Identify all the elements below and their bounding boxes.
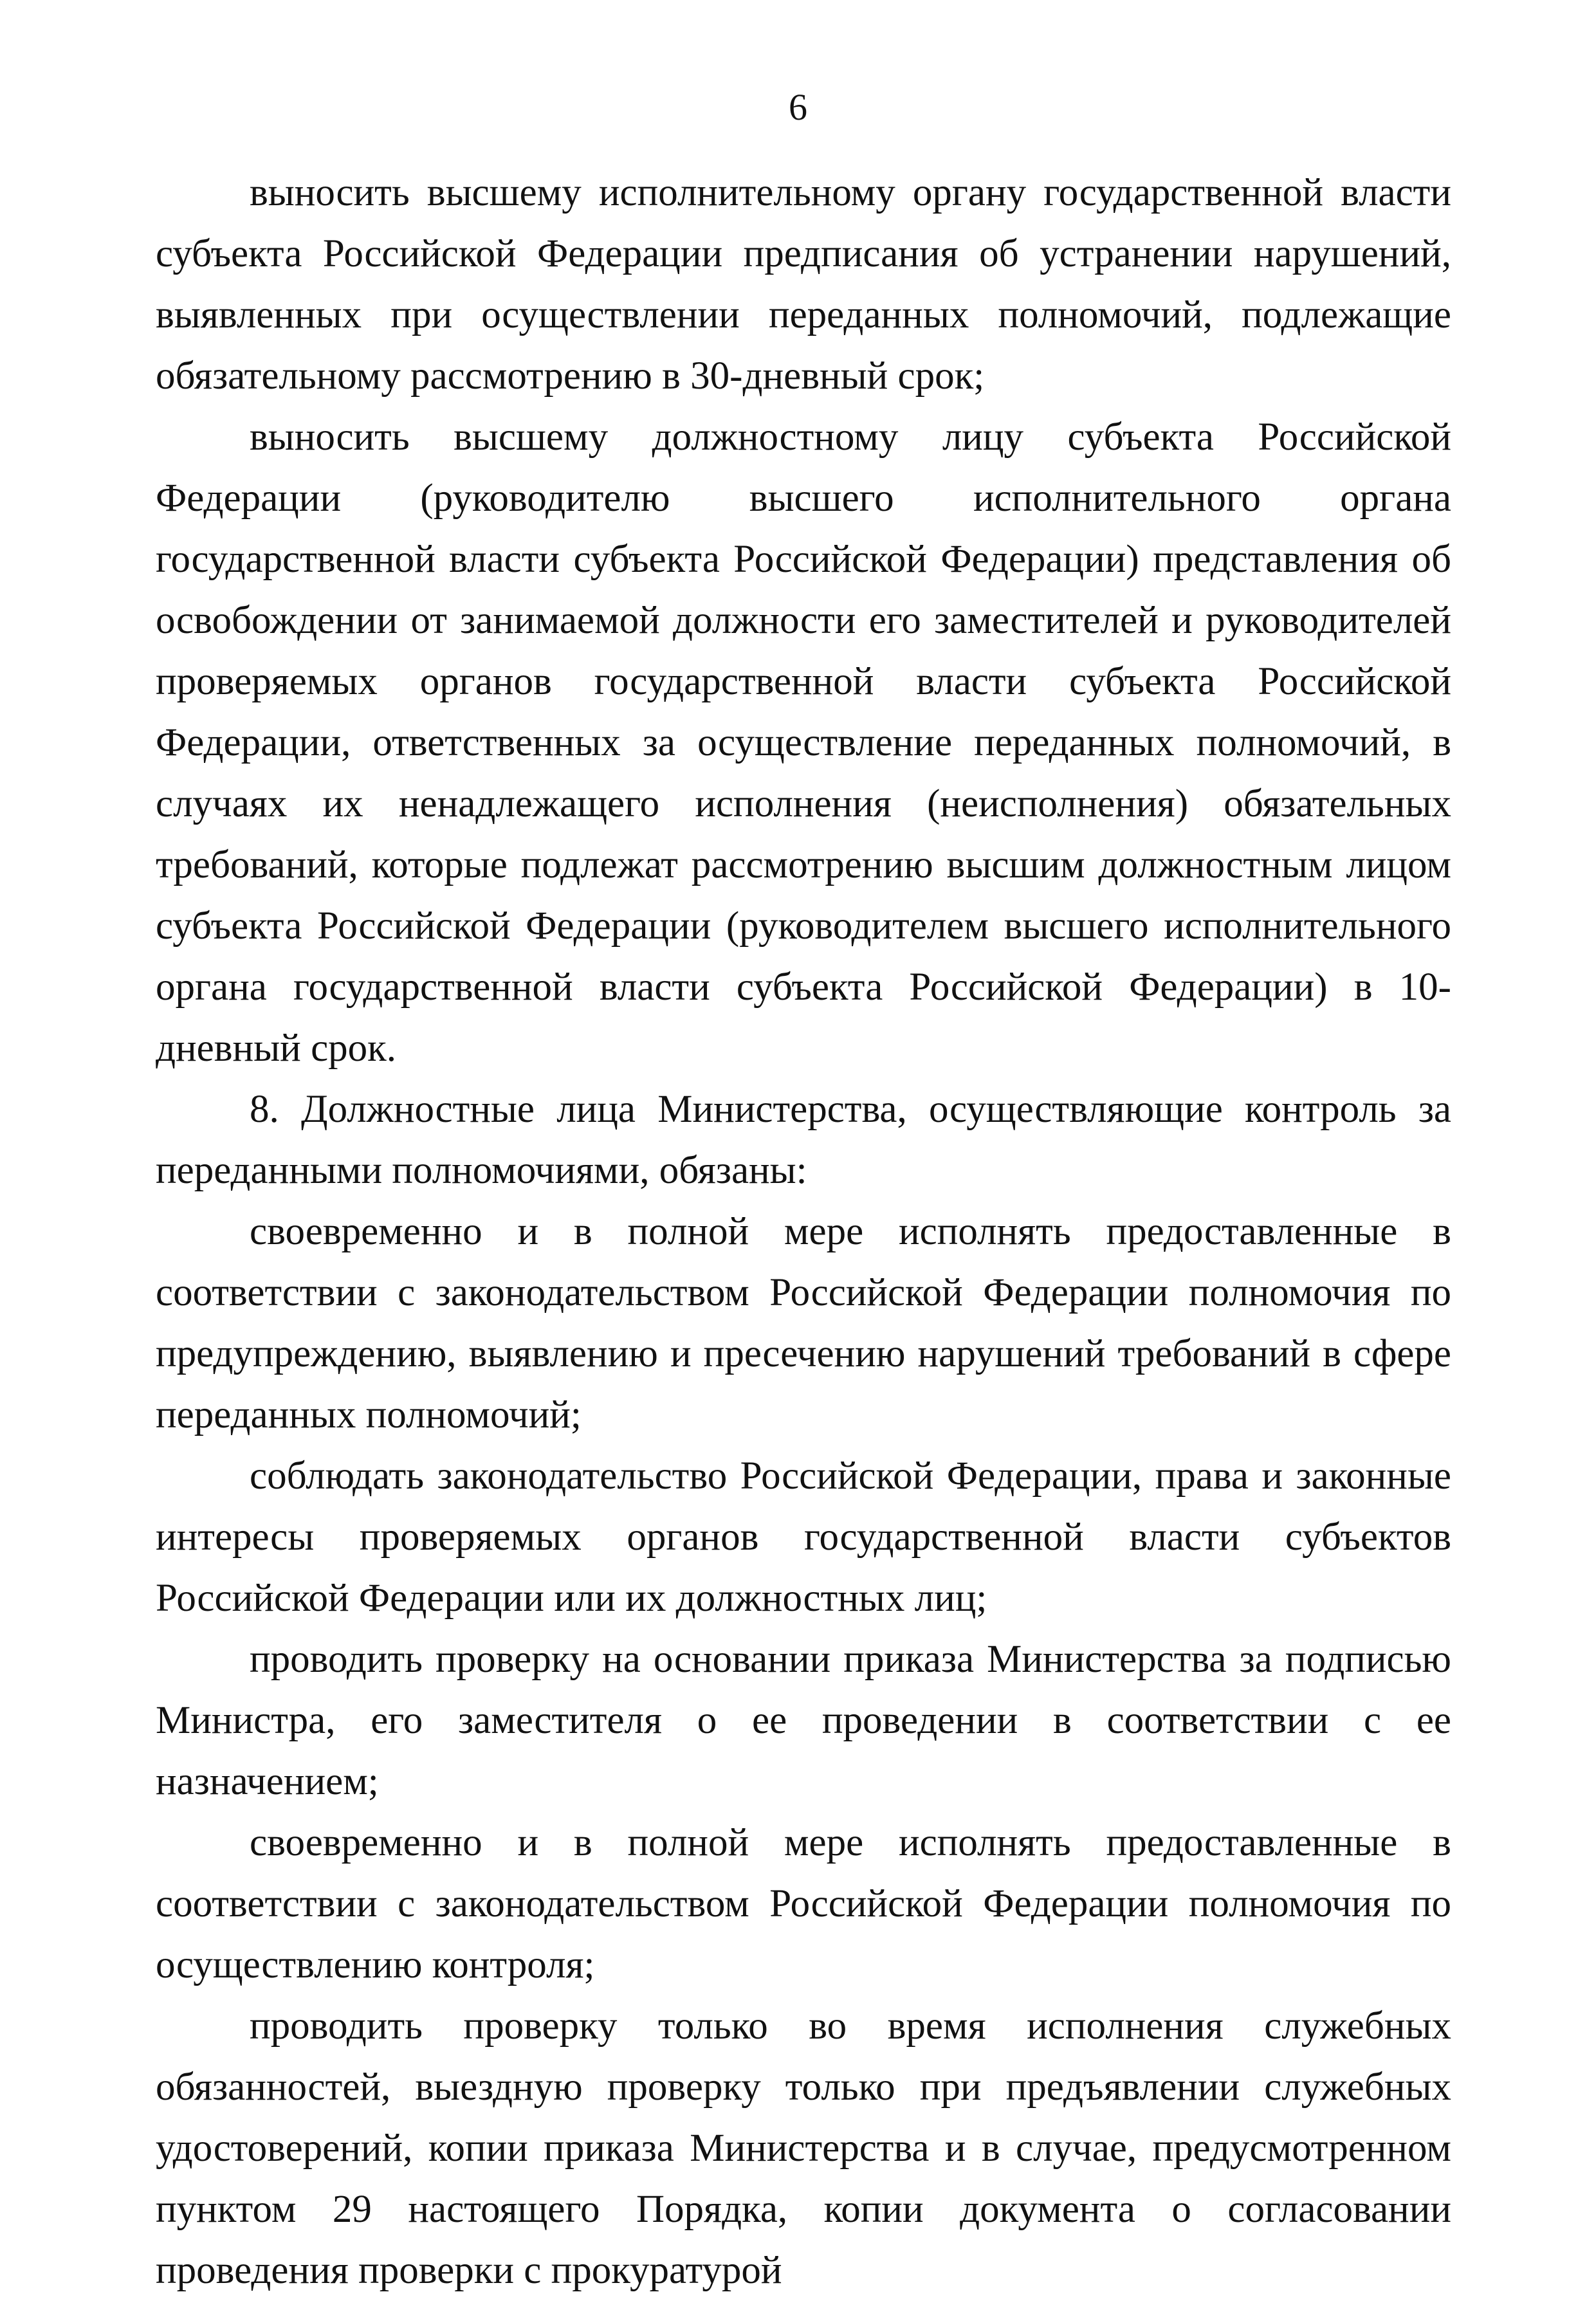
paragraph-prevention-duties: своевременно и в полной мере исполнять предоставленные в соответствии с законодательством Российской Федерации полномочия по предупреждению, выявлению и пресечению нарушений требований в сфере переданных полномочий; (156, 1210, 1451, 1436)
paragraph-inspection-conditions: проводить проверку только во время исполнения служебных обязанностей, выездную проверку только при предъявлении служебных удостоверений, копии приказа Министерства и в случае, предусмотренном пунктом 29 настоящего Порядка, копии документа о согласовании проведения проверки с прокуратурой (156, 2004, 1451, 2292)
paragraph-inspection-order: проводить проверку на основании приказа Министерства за подписью Министра, его заместителя о ее проведении в соответствии с ее назначением; (156, 1638, 1451, 1803)
paragraph-control-powers: своевременно и в полной мере исполнять предоставленные в соответствии с законодательством Российской Федерации полномочия по осуществлению контроля; (156, 1821, 1451, 1986)
document-body (156, 162, 1451, 2301)
paragraph-section-8-heading: 8. Должностные лица Министерства, осуществляющие контроль за переданными полномочиями, обязаны: (156, 1088, 1451, 1192)
paragraph-prescriptions: выносить высшему исполнительному органу государственной власти субъекта Российской Федерации предписания об устранении нарушений, выявленных при осуществлении переданных полномочий, подлежащие обязательному рассмотрению в 30-дневный срок; (156, 171, 1451, 398)
paragraph-observe-legislation: соблюдать законодательство Российской Федерации, права и законные интересы проверяемых органов государственной власти субъектов Российской Федерации или их должностных лиц; (156, 1454, 1451, 1620)
paragraph-dismissal-representations: выносить высшему должностному лицу субъекта Российской Федерации (руководителю высшего исполнительного органа государственной власти субъекта Российской Федерации) представления об освобождении от занимаемой должности его заместителей и руководителей проверяемых органов государственной власти субъекта Российской Федерации, ответственных за осуществление переданных полномочий, в случаях их ненадлежащего исполнения (неисполнения) обязательных требований, которые подлежат рассмотрению высшим должностным лицом субъекта Российской Федерации (руководителем высшего исполнительного органа государственной власти субъекта Российской Федерации) в 10-дневный срок. (156, 416, 1451, 1070)
page-number: 6 (789, 86, 807, 128)
